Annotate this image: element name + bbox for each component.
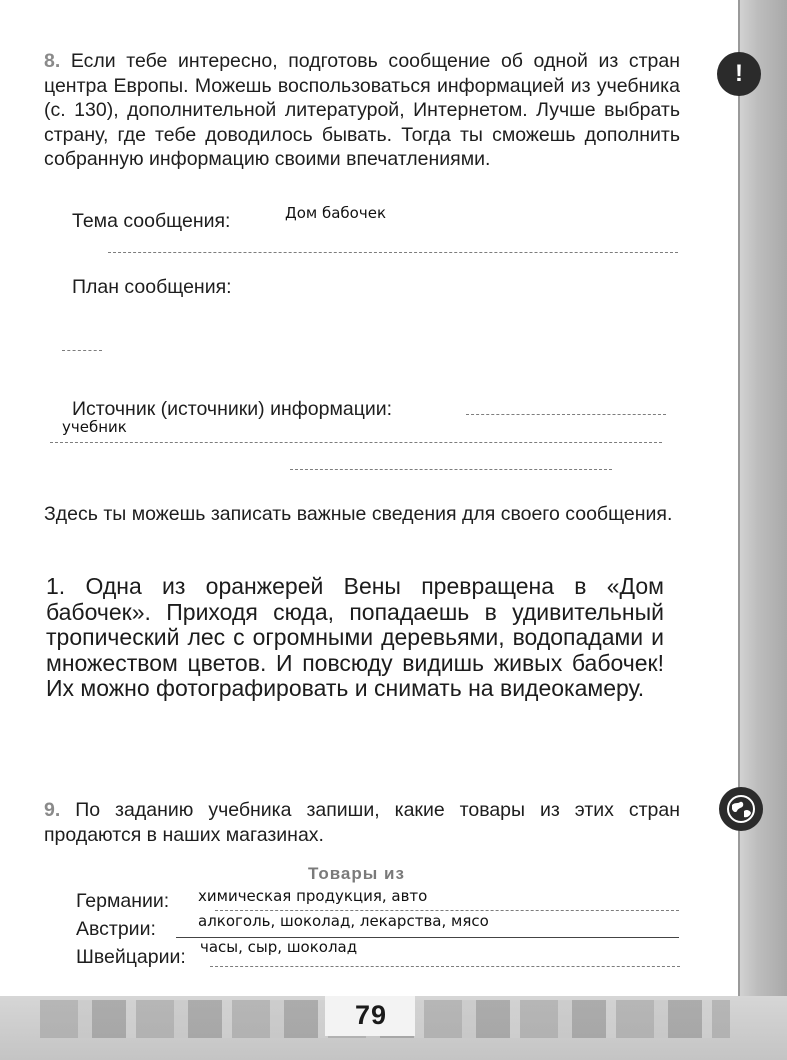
source-line-3: [290, 469, 612, 470]
country-germany: Германии:: [76, 890, 170, 912]
task9-text: По заданию учебника запиши, какие товары из этих стран продаются в наших магазинах.: [44, 799, 680, 846]
task9-number: 9.: [44, 799, 61, 821]
task8-text: Если тебе интересно, подготовь сообщение об одной из стран центра Европы. Можешь воспользоваться информацией из учебника (с. 130), дополнительной литературой, Интернетом. Лучше выбрать страну, где тебе доводилось бывать. Тогда ты сможешь дополнить собранную информацию своими впечатлениями.: [44, 50, 681, 170]
source-line-1: [466, 414, 666, 415]
plan-label: План сообщения:: [72, 276, 232, 298]
exclamation-glyph: !: [735, 60, 743, 87]
source-value[interactable]: учебник: [62, 418, 127, 436]
exclamation-icon: [717, 52, 761, 96]
goods-germany[interactable]: химическая продукция, авто: [198, 887, 428, 905]
goods-austria[interactable]: алкоголь, шоколад, лекарства, мясо: [198, 912, 489, 930]
page-number: 79: [354, 1000, 388, 1030]
country-austria: Австрии:: [76, 918, 156, 940]
source-line-2: [50, 442, 662, 443]
switzerland-line: [210, 966, 680, 967]
source-label: Источник (источники) информации:: [72, 398, 393, 420]
country-switzerland: Швейцарии:: [76, 946, 186, 968]
topic-value[interactable]: Дом бабочек: [285, 204, 387, 222]
task9-paragraph: [44, 798, 680, 847]
page-edge-line: [738, 0, 740, 1060]
globe-icon: [719, 787, 763, 831]
topic-line: [108, 252, 678, 253]
goods-switzerland[interactable]: часы, сыр, шоколад: [200, 938, 358, 956]
germany-line: [215, 910, 679, 911]
goods-table-title: Товары из: [308, 864, 405, 883]
task8-number: 8.: [44, 50, 61, 72]
notes-label: Здесь ты можешь записать важные сведения для своего сообщения.: [44, 503, 673, 525]
topic-label: Тема сообщения:: [72, 210, 231, 232]
notes-handwritten-text[interactable]: 1. Одна из оранжерей Вены превращена в «Дом бабочек». Приходя сюда, попадаешь в удивительный тропический лес с огромными деревьями, водопадами и множеством цветов. И повсюду видишь живых бабочек! Их можно фотографировать и снимать на видеокамеру.: [46, 573, 664, 701]
task8-paragraph: [44, 49, 680, 172]
plan-line-fragment: [62, 350, 102, 351]
page-edge-shadow: [738, 0, 787, 1060]
globe-icon-svg: [725, 793, 757, 825]
